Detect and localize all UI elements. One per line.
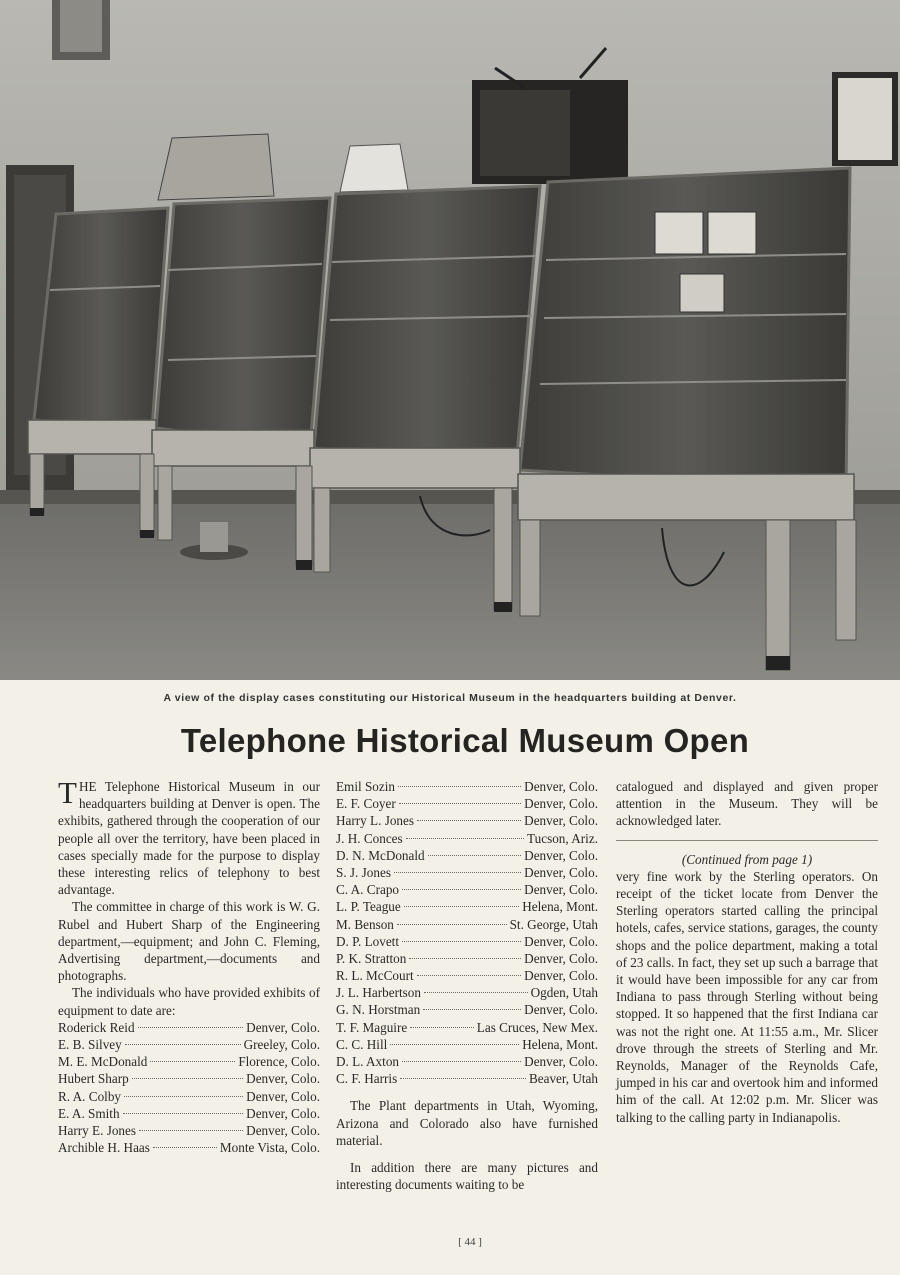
contributor-name: R. L. McCourt — [336, 968, 414, 984]
contributor-location: Monte Vista, Colo. — [219, 1140, 320, 1156]
leader-dots — [424, 992, 528, 993]
leader-dots — [123, 1113, 244, 1114]
leader-dots — [402, 1061, 521, 1062]
contributor-location: Beaver, Utah — [528, 1071, 598, 1087]
contributor-row — [58, 1070, 320, 1087]
contributor-location: Greeley, Colo. — [243, 1037, 320, 1053]
contributor-row — [336, 830, 598, 847]
contributor-location: Ogden, Utah — [530, 985, 598, 1001]
contributor-name: Harry E. Jones — [58, 1122, 137, 1138]
paragraph-pictures: In addition there are many pictures and interesting documents waiting to be — [336, 1159, 598, 1193]
paragraph-plant-departments: The Plant departments in Utah, Wyoming, Arizona and Colorado also have furnished material. — [336, 1098, 598, 1148]
paragraph-individuals: The individuals who have provided exhibits of equipment to date are: — [58, 985, 320, 1018]
contributor-row — [336, 916, 598, 933]
contributor-name: Emil Sozin — [336, 779, 395, 794]
contributor-location: Las Cruces, New Mex. — [476, 1019, 598, 1035]
contributor-row — [336, 881, 598, 898]
leader-dots — [410, 1027, 474, 1028]
contributor-row — [336, 778, 598, 795]
article-column-1 — [58, 775, 320, 1156]
contributor-location: Denver, Colo. — [524, 1054, 598, 1069]
contributor-location: Denver, Colo. — [524, 933, 598, 949]
article-headline: Telephone Historical Museum Open — [180, 722, 750, 759]
photo-caption: A view of the display cases constituting our Historical Museum in the headquarters building at Denver. — [163, 692, 737, 704]
contributor-location: Denver, Colo. — [524, 882, 598, 898]
contributor-location: Denver, Colo. — [246, 1088, 320, 1104]
contributor-name: E. F. Coyer — [336, 796, 396, 812]
leader-dots — [150, 1061, 235, 1062]
contributor-name: J. H. Conces — [336, 830, 403, 846]
contributor-location: Denver, Colo. — [524, 779, 598, 794]
contributor-row — [58, 1053, 320, 1070]
leader-dots — [402, 941, 521, 942]
contributor-location: Florence, Colo. — [238, 1054, 320, 1070]
contributor-row — [58, 1139, 320, 1156]
contributor-name: Archible H. Haas — [58, 1140, 150, 1156]
drop-cap: T — [58, 775, 77, 810]
leader-dots — [153, 1147, 217, 1148]
contributor-location: Denver, Colo. — [246, 1071, 320, 1087]
column-divider — [616, 840, 878, 841]
paragraph-pictures-continued: catalogued and displayed and given proper attention in the Museum. They will be acknowledged later. — [616, 779, 878, 829]
contributor-name: S. J. Jones — [336, 864, 391, 880]
leader-dots — [423, 1009, 521, 1010]
page-number: [ 44 ] — [458, 1236, 482, 1248]
leader-dots — [404, 906, 519, 907]
contributor-name: P. K. Stratton — [336, 950, 407, 966]
contributor-row — [336, 1053, 598, 1070]
contributor-location: Denver, Colo. — [524, 950, 598, 966]
leader-dots — [398, 786, 521, 787]
contributor-name: E. B. Silvey — [58, 1037, 122, 1053]
contributor-list-1 — [58, 1019, 320, 1157]
contributor-row — [336, 1019, 598, 1036]
contributor-name: E. A. Smith — [58, 1105, 120, 1121]
leader-dots — [132, 1078, 243, 1079]
contributor-name: Hubert Sharp — [58, 1071, 129, 1087]
contributor-location: Denver, Colo. — [246, 1122, 320, 1138]
contributor-row — [336, 933, 598, 950]
article-column-3 — [616, 778, 878, 1126]
leader-dots — [406, 838, 524, 839]
contributor-name: C. F. Harris — [336, 1071, 398, 1087]
continued-from-label: (Continued from page 1) — [681, 851, 813, 867]
contributor-name: J. L. Harbertson — [336, 985, 421, 1001]
contributor-row — [58, 1036, 320, 1053]
leader-dots — [417, 820, 521, 821]
contributor-list-2 — [336, 778, 598, 1087]
contributor-name: D. N. McDonald — [336, 847, 425, 863]
contributor-location: Denver, Colo. — [524, 1002, 598, 1018]
contributor-location: Denver, Colo. — [524, 968, 598, 984]
leader-dots — [402, 889, 521, 890]
leader-dots — [139, 1130, 243, 1131]
leader-dots — [409, 958, 521, 959]
leader-dots — [138, 1027, 244, 1028]
contributor-row — [336, 984, 598, 1001]
contributor-row — [58, 1088, 320, 1105]
contributor-name: T. F. Maguire — [336, 1019, 408, 1035]
contributor-row — [336, 812, 598, 829]
contributor-name: Roderick Reid — [58, 1019, 135, 1035]
contributor-location: Denver, Colo. — [524, 796, 598, 812]
contributor-name: D. L. Axton — [336, 1054, 400, 1069]
contributor-name: R. A. Colby — [58, 1088, 122, 1104]
contributor-name: Harry L. Jones — [336, 813, 415, 829]
leader-dots — [394, 872, 521, 873]
contributor-name: M. E. McDonald — [58, 1054, 148, 1070]
leader-dots — [428, 855, 522, 856]
contributor-row — [336, 1036, 598, 1053]
contributor-location: Denver, Colo. — [246, 1019, 320, 1035]
contributor-location: Denver, Colo. — [246, 1105, 320, 1121]
article-column-2 — [336, 778, 598, 1193]
contributor-row — [336, 967, 598, 984]
contributor-name: M. Benson — [336, 916, 394, 932]
contributor-location: Tucson, Ariz. — [527, 830, 598, 846]
contributor-row — [336, 864, 598, 881]
contributor-name: L. P. Teague — [336, 899, 401, 915]
contributor-location: Helena, Mont. — [522, 1036, 598, 1052]
contributor-name: D. P. Lovett — [336, 933, 400, 949]
contributor-row — [336, 795, 598, 812]
contributor-row — [336, 950, 598, 967]
leader-dots — [124, 1096, 243, 1097]
contributor-location: Denver, Colo. — [524, 864, 598, 880]
contributor-location: Denver, Colo. — [524, 813, 598, 829]
contributor-location: St. George, Utah — [509, 916, 598, 932]
contributor-row — [336, 847, 598, 864]
paragraph-committee: The committee in charge of this work is W. G. Rubel and Hubert Sharp of the Engineering department,—equipment; and John C. Fleming, Advertising department,—documents and photographs. — [58, 899, 320, 984]
contributor-row — [336, 1001, 598, 1018]
leader-dots — [400, 1078, 526, 1079]
leader-dots — [397, 924, 507, 925]
leader-dots — [125, 1044, 241, 1045]
leader-dots — [390, 1044, 519, 1045]
contributor-name: G. N. Horstman — [336, 1002, 421, 1018]
contributor-row — [58, 1122, 320, 1139]
contributor-row — [336, 1070, 598, 1087]
contributor-row — [58, 1019, 320, 1036]
contributor-row — [58, 1105, 320, 1122]
contributor-location: Denver, Colo. — [524, 847, 598, 863]
leader-dots — [417, 975, 522, 976]
contributor-name: C. C. Hill — [336, 1036, 388, 1052]
contributor-location: Helena, Mont. — [522, 899, 598, 915]
paragraph-sterling-operators: very fine work by the Sterling operators. On receipt of the ticket locate from Denver the Sterling operators started calling the principal hotels, cafes, service stations, garages, the county shops and the police department, making a total of 23 calls. In fact, they set up such a barrage that it would have been impossible for any car from Indiana to pass through Sterling without being stopped. It so happened that the first Indiana car was not the right one. At 11:55 a.m., Mr. Slicer drove through the streets of Sterling and Mr. Reynolds, Manager of the Reynolds Cafe, jumped in his car and overtook him and informed him of the call. At 12:02 p.m. Mr. Slicer was talking to the calling party in Indianapolis. — [616, 868, 878, 1125]
contributor-row — [336, 898, 598, 915]
leader-dots — [399, 803, 521, 804]
paragraph-intro: THE Telephone Historical Museum in our headquarters building at Denver is open. The exhibits, gathered through the cooperation of our people all over the territory, have been placed in cases specially made for the purpose to display these interesting relics of telephony to best advantage. — [58, 775, 320, 898]
contributor-name: C. A. Crapo — [336, 882, 400, 898]
